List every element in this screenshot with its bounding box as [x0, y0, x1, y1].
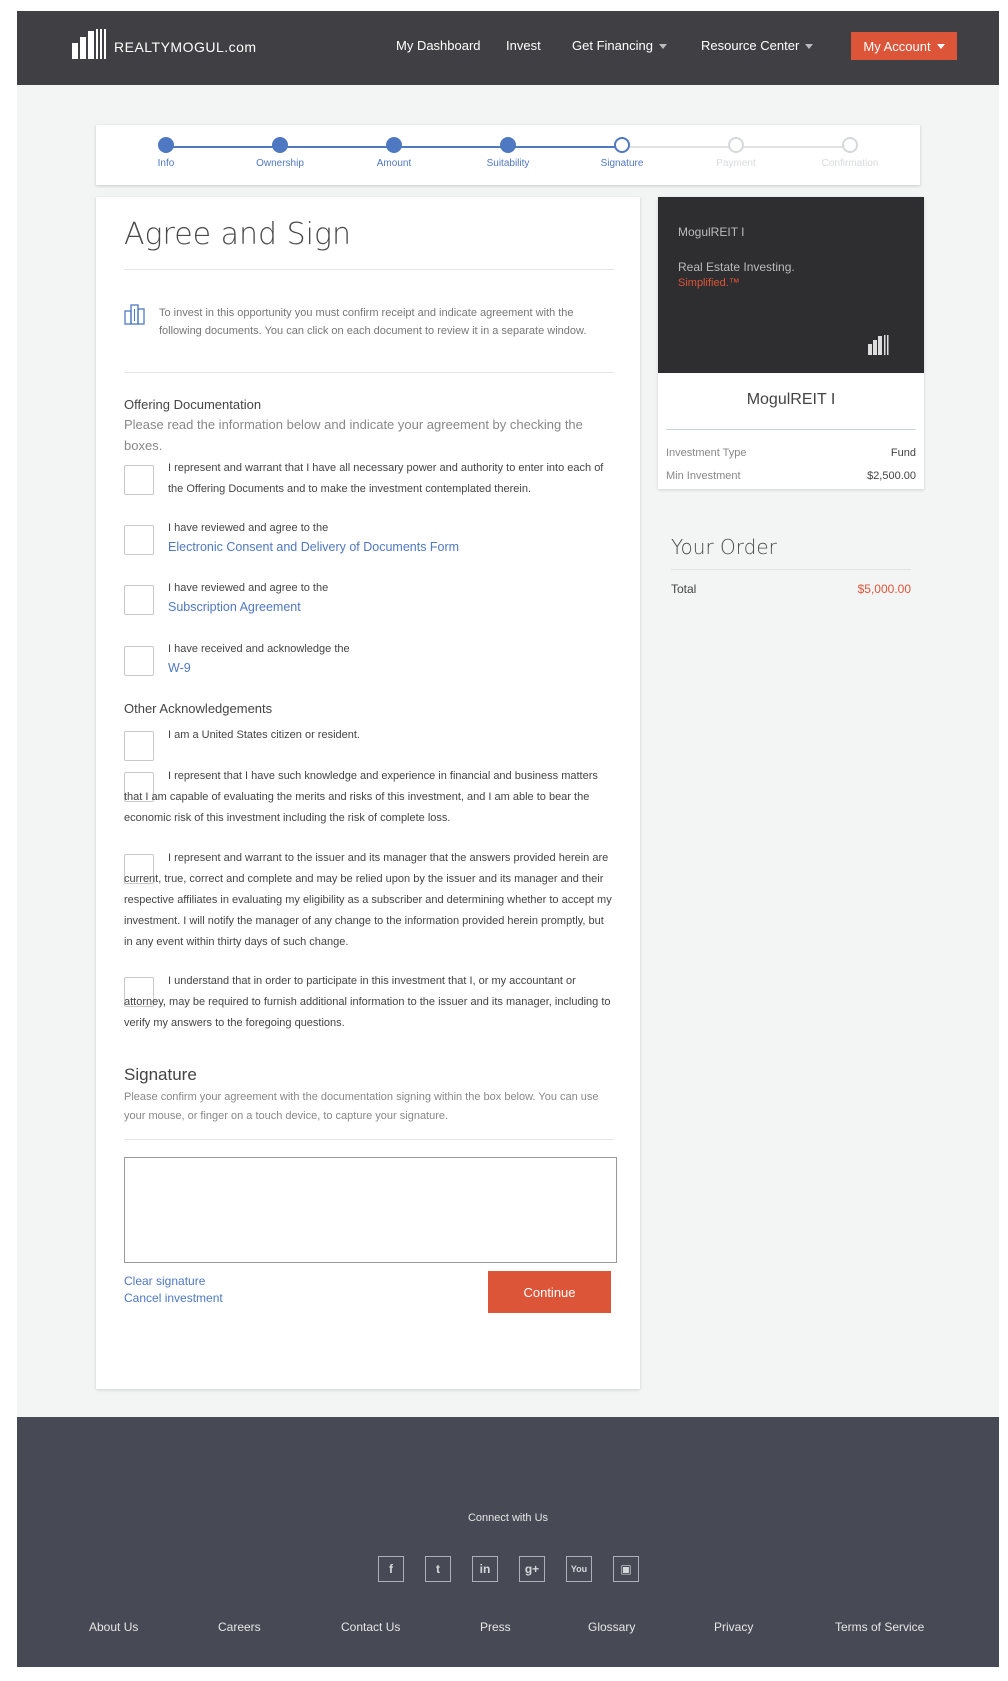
- step-label: Info: [157, 158, 175, 169]
- promo-tagline-accent: Simplified.™: [678, 277, 740, 289]
- continue-button[interactable]: Continue: [488, 1271, 611, 1313]
- agree-and-sign-card: [96, 197, 640, 1389]
- nav-get-financing[interactable]: [572, 38, 667, 53]
- signature-subtitle: Please confirm your agreement with the documentation signing within the box below. You can use your mouse, or finger on a touch device, to capture your signature.: [124, 1091, 599, 1122]
- step-dot-complete: [158, 137, 174, 153]
- linkedin-icon[interactable]: in: [472, 1556, 498, 1582]
- step-dot-future: [728, 137, 744, 153]
- step-confirmation: [810, 137, 890, 169]
- facebook-icon[interactable]: f: [378, 1556, 404, 1582]
- step-label: Signature: [600, 158, 644, 169]
- step-signature: [582, 137, 662, 169]
- checkbox-answers-true-label: I represent and warrant to the issuer and its manager that the answers provided herein are current, true, correct and complete and may be relied upon by the issuer and its manager and their respective affiliates in evaluating my eligibility as a subscriber and determining whether to accept my investment. I will notify the manager of any change to the information provided herein promptly, but in any event within thirty days of such change.: [124, 852, 612, 948]
- investment-type-label: Investment Type: [666, 447, 747, 459]
- fund-summary-card: [658, 197, 924, 489]
- step-amount: [354, 137, 434, 169]
- step-label: Payment: [716, 158, 756, 169]
- your-order-title: Your Order: [671, 535, 777, 559]
- checkbox-us-citizen-label: I am a United States citizen or resident.: [168, 729, 360, 741]
- step-dot-complete: [272, 137, 288, 153]
- page-title: Agree and Sign: [124, 217, 352, 252]
- signature-pad[interactable]: [124, 1157, 617, 1263]
- progress-stepper: [96, 125, 920, 185]
- w9-link[interactable]: W-9: [168, 661, 191, 675]
- step-dot-future: [842, 137, 858, 153]
- info-text: To invest in this opportunity you must confirm receipt and indicate agreement with the following documents. You can click on each document to review it in a separate window.: [159, 307, 587, 337]
- footer-link-privacy[interactable]: Privacy: [714, 1620, 754, 1634]
- checkbox-power-authority-label: I represent and warrant that I have all necessary power and authority to enter into each of the Offering Documents and to make the investment contemplated therein.: [168, 462, 604, 495]
- checkbox-electronic-consent-label: I have reviewed and agree to the: [168, 522, 329, 534]
- chevron-down-icon: [937, 44, 945, 49]
- offering-documentation-title: Offering Documentation: [124, 397, 262, 412]
- signature-title: Signature: [124, 1065, 197, 1084]
- buildings-logo-icon: [72, 29, 108, 59]
- footer-link-careers[interactable]: Careers: [218, 1620, 261, 1634]
- buildings-info-icon: [124, 303, 146, 325]
- my-account-label: My Account: [863, 38, 931, 54]
- step-ownership: [240, 137, 320, 169]
- chevron-down-icon: [659, 44, 667, 49]
- footer-link-about-us[interactable]: About Us: [89, 1620, 139, 1634]
- realtymogul-logo[interactable]: [72, 25, 257, 59]
- step-label: Amount: [376, 158, 412, 169]
- order-total-value: $5,000.00: [857, 582, 911, 596]
- top-navbar: [17, 11, 999, 85]
- step-label: Suitability: [486, 158, 530, 169]
- checkbox-w9[interactable]: [124, 646, 154, 676]
- step-dot-complete: [386, 137, 402, 153]
- youtube-icon[interactable]: You: [566, 1556, 592, 1582]
- checkbox-knowledge-experience-label: I represent that I have such knowledge and experience in financial and business matters that I am capable of evaluating the merits and risks of this investment, and I am able to bear the economic risk of this investment including the risk of complete loss.: [124, 770, 598, 824]
- checkbox-subscription-agreement-label: I have reviewed and agree to the: [168, 582, 329, 594]
- promo-tagline: Real Estate Investing.: [678, 260, 795, 274]
- promo-fund-name: MogulREIT I: [678, 225, 745, 239]
- step-label: Confirmation: [821, 158, 879, 169]
- footer-link-press[interactable]: Press: [480, 1620, 511, 1634]
- step-suitability: [468, 137, 548, 169]
- step-dot-current: [614, 137, 630, 153]
- connect-with-us-label: Connect with Us: [467, 1512, 549, 1524]
- subscription-agreement-link[interactable]: Subscription Agreement: [168, 600, 301, 614]
- cancel-investment-link[interactable]: Cancel investment: [124, 1291, 223, 1305]
- nav-invest[interactable]: Invest: [506, 38, 541, 53]
- checkbox-w9-label: I have received and acknowledge the: [168, 643, 350, 655]
- divider: [124, 372, 614, 373]
- divider: [124, 269, 614, 270]
- footer-link-glossary[interactable]: Glossary: [588, 1620, 636, 1634]
- logo-text: REALTYMOGUL.com: [114, 39, 257, 55]
- instagram-icon[interactable]: ▣: [613, 1556, 639, 1582]
- nav-resource-center[interactable]: [701, 38, 813, 53]
- footer-link-terms-of-service[interactable]: Terms of Service: [835, 1620, 925, 1634]
- checkbox-us-citizen[interactable]: [124, 731, 154, 761]
- electronic-consent-link[interactable]: Electronic Consent and Delivery of Documents Form: [168, 540, 460, 554]
- footer: [17, 1417, 999, 1667]
- clear-signature-link[interactable]: Clear signature: [124, 1274, 206, 1288]
- step-payment: [696, 137, 776, 169]
- step-dot-complete: [500, 137, 516, 153]
- checkbox-power-authority[interactable]: [124, 465, 154, 495]
- min-investment-label: Min Investment: [666, 470, 741, 482]
- checkbox-electronic-consent[interactable]: [124, 525, 154, 555]
- order-total-label: Total: [671, 582, 697, 596]
- step-label: Ownership: [256, 158, 304, 169]
- promo-logo-icon: [868, 335, 892, 355]
- fund-promo-banner: [658, 197, 924, 373]
- footer-link-contact-us[interactable]: Contact Us: [341, 1620, 401, 1634]
- chevron-down-icon: [805, 44, 813, 49]
- fund-divider: [666, 429, 916, 430]
- nav-get-financing-label: Get Financing: [572, 38, 653, 53]
- nav-resource-center-label: Resource Center: [701, 38, 800, 53]
- order-divider: [671, 569, 911, 570]
- checkbox-additional-info-label: I understand that in order to participate in this investment that I, or my accountant or attorney, may be required to furnish additional information to the issuer and its manager, including to verify my answers to the foregoing questions.: [124, 975, 611, 1029]
- page: [17, 11, 999, 1667]
- checkbox-subscription-agreement[interactable]: [124, 585, 154, 615]
- investment-type-value: Fund: [890, 447, 916, 459]
- min-investment-value: $2,500.00: [867, 470, 916, 482]
- google-plus-icon[interactable]: g+: [519, 1556, 545, 1582]
- other-acknowledgements-title: Other Acknowledgements: [124, 701, 273, 716]
- nav-my-dashboard[interactable]: My Dashboard: [396, 38, 481, 53]
- my-account-button[interactable]: [851, 32, 957, 60]
- divider: [124, 1139, 614, 1140]
- fund-name: MogulREIT I: [746, 391, 836, 408]
- twitter-icon[interactable]: t: [425, 1556, 451, 1582]
- step-info: [126, 137, 206, 169]
- offering-documentation-subtitle: Please read the information below and indicate your agreement by checking the boxes.: [124, 417, 583, 453]
